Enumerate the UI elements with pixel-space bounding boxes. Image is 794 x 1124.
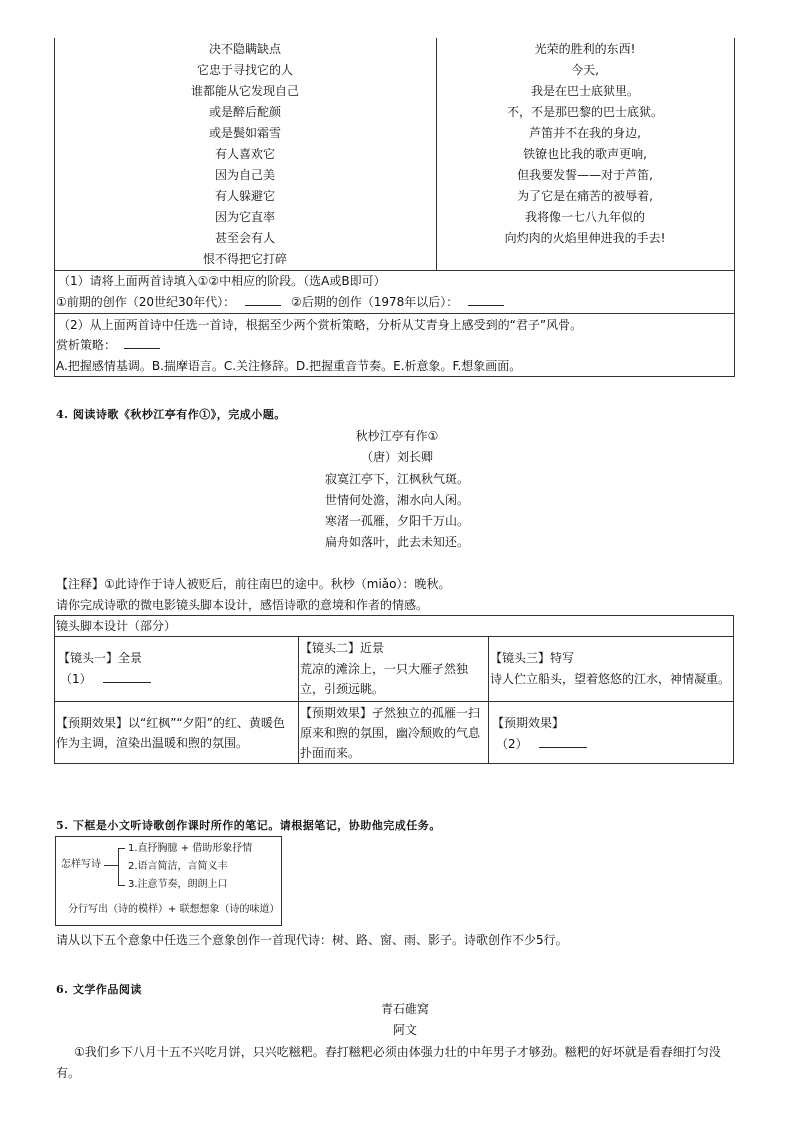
poem-line: 它忠于寻找它的人 bbox=[196, 63, 293, 77]
poem-line: 谁都能从它发现自己 bbox=[190, 84, 299, 98]
shot-2-text: 荒凉的滩涂上，一只大雁孑然独立，引颈远眺。 bbox=[300, 662, 469, 696]
poem-line: 有人躲避它 bbox=[214, 189, 275, 203]
question-1-blanks bbox=[56, 292, 504, 312]
notes-item: 3.注意节奏，朗朗上口 bbox=[128, 879, 228, 890]
table-bottom-border bbox=[54, 376, 735, 377]
notes-item: 1.直抒胸臆 + 借助形象抒情 bbox=[128, 843, 253, 854]
question-4-instruction: 请你完成诗歌的微电影镜头脚本设计，感悟诗歌的意境和作者的情感。 bbox=[56, 598, 429, 612]
poem-line: 恨不得把它打碎 bbox=[202, 252, 287, 266]
effect-3-answer bbox=[496, 734, 587, 754]
shot-1-answer bbox=[60, 669, 151, 689]
poem-line: 或是鬓如霜雪 bbox=[208, 126, 281, 140]
poem-line: 为了它是在痛苦的被辱着, bbox=[517, 189, 653, 203]
notes-label: 怎样写诗 bbox=[61, 859, 101, 870]
notes-item: 2.语言简洁，言简义丰 bbox=[128, 861, 228, 872]
table-col-divider bbox=[488, 636, 489, 764]
answer-blank-shot1[interactable] bbox=[103, 670, 151, 683]
question-4-heading: 4. 阅读诗歌《秋杪江亭有作①》，完成小题。 bbox=[56, 408, 286, 421]
shot-1-title: 【镜头一】全景 bbox=[58, 651, 143, 665]
question-5-heading: 5. 下框是小文听诗歌创作课时所作的笔记。请根据笔记，协助他完成任务。 bbox=[56, 819, 441, 832]
poem-line: 不，不是那巴黎的巴士底狱。 bbox=[506, 105, 663, 119]
shot-3-title: 【镜头三】特写 bbox=[490, 651, 575, 665]
brace bbox=[118, 848, 125, 886]
poem-title: 秋杪江亭有作① bbox=[355, 429, 439, 443]
poem-line: 我将像一七八九年似的 bbox=[524, 210, 645, 224]
answer-blank-effect3[interactable] bbox=[539, 735, 587, 748]
poem-line: 但我要发誓——对于芦笛, bbox=[517, 168, 653, 182]
table-col-divider bbox=[298, 636, 299, 764]
poem-line: 甚至会有人 bbox=[214, 231, 275, 245]
effect-2-text: 【预期效果】孑然独立的孤雁一扫原来和煦的氛围，幽冷颓败的气息扑面而来。 bbox=[300, 706, 481, 760]
article-title: 青石碓窝 bbox=[380, 1002, 429, 1016]
strategy-label: 赏析策略： bbox=[56, 338, 117, 352]
poem-line: 光荣的胜利的东西! bbox=[534, 42, 636, 56]
left-poem bbox=[54, 39, 436, 269]
poem-line: 寂寞江亭下，江枫秋气斑。 bbox=[324, 472, 469, 486]
poem-line: 有人喜欢它 bbox=[214, 147, 275, 161]
right-poem bbox=[436, 39, 734, 248]
poem-line: 因为它直率 bbox=[214, 210, 275, 224]
question-1-text: （1）请将上面两首诗填入①②中相应的阶段。（选A或B即可） bbox=[58, 274, 386, 288]
strategy-line bbox=[56, 335, 160, 355]
shot-3-text: 诗人伫立船头，望着悠悠的江水，神情凝重。 bbox=[490, 672, 731, 686]
question-2-text: （2）从上面两首诗中任选一首诗，根据至少两个赏析策略，分析从艾青身上感受到的“君子”风骨。 bbox=[58, 318, 583, 332]
blank-number: （2） bbox=[496, 737, 528, 751]
strategy-blank[interactable] bbox=[124, 336, 160, 349]
storyboard-title: 镜头脚本设计（部分） bbox=[56, 619, 177, 633]
stage-1-label: ①前期的创作（20世纪30年代）： bbox=[56, 295, 236, 309]
notes-bottom: 分行写出（诗的模样）+ 联想想象（诗的味道） bbox=[68, 904, 280, 915]
table-row-divider bbox=[54, 636, 734, 637]
question-6-heading: 6. 文学作品阅读 bbox=[56, 983, 142, 996]
poem-line: 向灼肉的火焰里伸进我的手去! bbox=[504, 231, 666, 245]
table-row-divider-2 bbox=[54, 313, 735, 314]
poem-line: 芦笛并不在我的身边, bbox=[529, 126, 641, 140]
answer-blank-2[interactable] bbox=[468, 293, 504, 306]
poem-line: 寒渚一孤雁，夕阳千万山。 bbox=[324, 514, 469, 528]
poem-author: （唐）刘长卿 bbox=[360, 450, 433, 464]
paragraph-line: ①我们乡下八月十五不兴吃月饼，只兴吃糍粑。舂打糍粑必须由体强力壮的中年男子才够劲。糍粑的好坏就是看舂细打匀没 bbox=[74, 1045, 721, 1059]
poem-note: 【注释】①此诗作于诗人被贬后，前往南巴的途中。秋杪（miǎo）：晚秋。 bbox=[56, 577, 451, 591]
effect-3-title: 【预期效果】 bbox=[492, 716, 565, 730]
poem-line: 我是在巴士底狱里。 bbox=[530, 84, 639, 98]
table-right-border bbox=[734, 38, 735, 376]
question-5-task: 请从以下五个意象中任选三个意象创作一首现代诗：树、路、窗、雨、影子。诗歌创作不少5行。 bbox=[56, 933, 568, 947]
article-author: 阿文 bbox=[392, 1023, 417, 1037]
blank-number: （1） bbox=[60, 672, 92, 686]
strategy-options: A.把握感情基调。B.揣摩语言。C.关注修辞。D.把握重音节奏。E.析意象。F.想象画面。 bbox=[56, 359, 522, 373]
poem-line: 扁舟如落叶，此去未知还。 bbox=[324, 535, 469, 549]
stage-2-label: ②后期的创作（1978年以后）： bbox=[290, 295, 459, 309]
poem-line: 或是醉后酡颜 bbox=[208, 105, 281, 119]
paragraph-line: 有。 bbox=[56, 1066, 81, 1080]
table-row-divider bbox=[54, 701, 734, 702]
poem-line: 因为自己美 bbox=[214, 168, 275, 182]
shot-2-title: 【镜头二】近景 bbox=[300, 641, 385, 655]
poem-line: 决不隐瞒缺点 bbox=[208, 42, 281, 56]
poem-line: 世情何处澹，湘水向人闲。 bbox=[324, 493, 469, 507]
effect-1-text: 【预期效果】以“红枫”“夕阳”的红、黄暖色作为主调，渲染出温暖和煦的氛围。 bbox=[56, 716, 285, 750]
brace-connector bbox=[104, 865, 118, 866]
poem-line: 铁镣也比我的歌声更响, bbox=[523, 147, 647, 161]
answer-blank-1[interactable] bbox=[245, 293, 281, 306]
poem-line: 今天, bbox=[571, 63, 599, 77]
